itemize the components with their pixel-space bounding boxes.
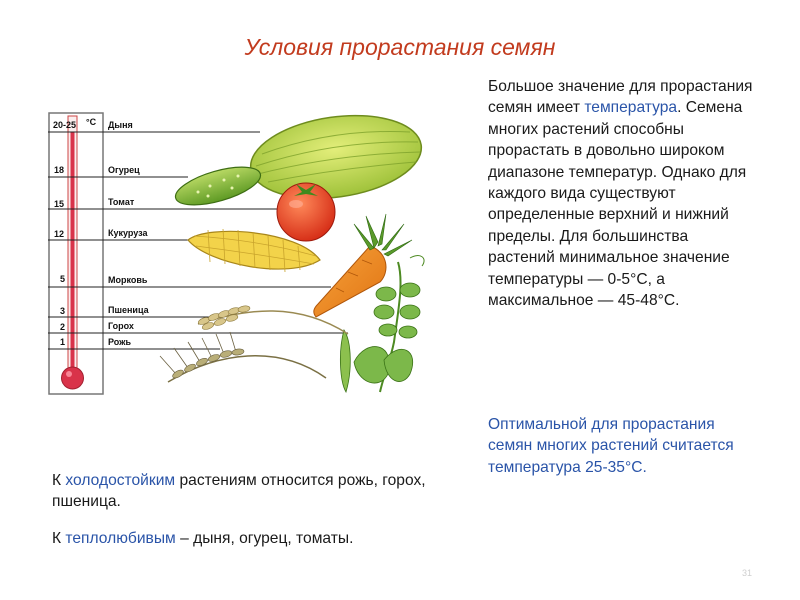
tick-label-3: 3	[60, 306, 66, 316]
plant-label-wheat: Пшеница	[108, 305, 149, 315]
tick-label-1: 1	[60, 337, 66, 347]
melon-illustration	[245, 112, 426, 209]
cold-resistant-highlight: холодостойким	[65, 472, 176, 489]
tick-label-5: 5	[60, 274, 66, 284]
heat-loving-highlight: теплолюбивым	[65, 530, 176, 547]
tick-label-unit: °С	[86, 117, 97, 127]
germination-temperature-diagram	[48, 112, 448, 397]
tick-label-2: 2	[60, 322, 66, 332]
line1-rest: растениям относится рожь, горох, пшеница.	[52, 472, 426, 511]
cucumber-illustration	[172, 159, 265, 212]
temperature-description	[488, 76, 758, 311]
plant-label-melon: Дыня	[108, 120, 133, 130]
tick-label-12: 12	[54, 229, 65, 239]
main-text-part2: . Семена многих растений способны прорастать в довольно широком диапазоне температур. Однако для каждого вида существуют определенные верхний и нижний пределы. Для большинства растений минимальное значение температуры — 0-5°С, а максимальное — 45-48°С.	[488, 99, 747, 310]
slide-title: Условия прорастания семян	[244, 34, 556, 60]
plant-label-rye: Рожь	[108, 337, 132, 347]
thermometer-mercury	[71, 132, 75, 378]
plant-label-carrot: Морковь	[108, 275, 148, 285]
tomato-illustration	[277, 183, 335, 241]
plant-label-tomato: Томат	[108, 197, 135, 207]
line1-prefix: К	[52, 472, 66, 489]
tick-label-18: 18	[54, 165, 65, 175]
heat-loving-line	[52, 528, 462, 549]
optimal-temperature-note: Оптимальной для прорастания семян многих растений считается температура 25-35°С.	[488, 416, 734, 476]
rye-illustration	[160, 332, 326, 382]
page-number: 31	[741, 568, 752, 578]
thermometer-bulb	[62, 367, 84, 389]
line2-rest: – дыня, огурец, томаты.	[175, 530, 354, 547]
temperature-highlight: температура	[584, 99, 678, 117]
cold-resistant-line	[52, 470, 462, 513]
plant-label-corn: Кукуруза	[108, 228, 148, 238]
plant-label-pea: Горох	[108, 321, 134, 331]
main-text-part1: Большое значение для прорастания семян имеет	[488, 78, 753, 117]
tick-label-20-25: 20-25	[53, 120, 77, 130]
diagram-svg	[48, 112, 448, 397]
tick-label-15: 15	[54, 199, 65, 209]
line2-prefix: К	[52, 530, 66, 547]
plant-label-cucumber: Огурец	[108, 165, 140, 175]
